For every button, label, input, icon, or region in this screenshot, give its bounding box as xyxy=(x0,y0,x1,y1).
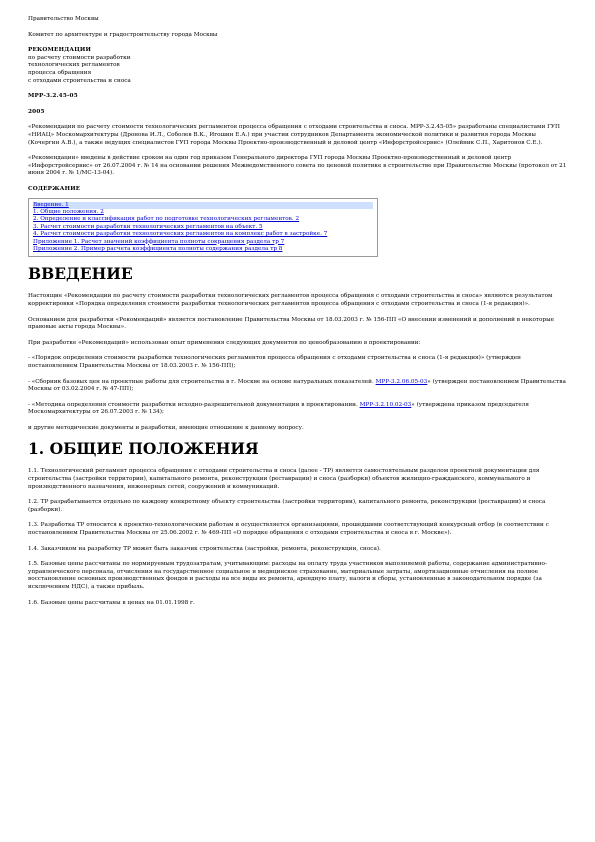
introduction-paragraph: Настоящие «Рекомендации по расчету стоимости разработки технологических регламентов процесса обращения с отходами строительства и сноса» являются результатом корректировки «Порядка определения стоимости разработки технологических регламентов процесса обращения с отходами строительства и сноса (1-я редакция)». xyxy=(28,293,553,307)
document-page xyxy=(28,16,568,615)
title-line-4: с отходами строительства и сноса xyxy=(28,77,131,84)
document-year: 2005 xyxy=(28,108,45,115)
recommendations-label: РЕКОМЕНДАЦИИ xyxy=(28,47,92,54)
provision-item: 1.2. ТР разрабатывается отдельно по каждому конкретному объекту строительства (застройки территории), капитального ремонта, реконструкции (реставрации) и сноса (разборки). xyxy=(28,499,546,513)
title-line-1: по расчету стоимости разработки xyxy=(28,54,131,61)
toc-link-general[interactable]: 1. Общие положения. 2 xyxy=(33,208,104,215)
document-link-mrr-3-2-10-02-03[interactable]: МРР-3.2.10.02-03 xyxy=(359,401,412,408)
table-of-contents xyxy=(28,198,378,258)
intro-paragraph: «Рекомендации» введены в действие сроком на один год приказом Генерального директора ГУП города Москвы Проектно-производственный и деловой центр «Инфорстройсервис» от 26.07.2004 г. № 14 на основании решения Межведомственного совета по ценовой политике в строительстве при Правительстве Москвы (протокол от 21 июня 2004 г. № 1/МС-13-04). xyxy=(28,155,567,177)
toc-title: СОДЕРЖАНИЕ xyxy=(28,185,81,192)
title-line-3: процесса обращения xyxy=(28,69,92,76)
toc-link-object-cost[interactable]: 3. Расчет стоимости разработки технологических регламентов на объект. 5 xyxy=(33,223,263,230)
government-name: Правительство Москвы xyxy=(28,16,99,22)
document-title-block xyxy=(28,47,568,85)
document-link-mrr-3-2-06-05-03[interactable]: МРР-3.2.06.05-03 xyxy=(375,378,428,385)
provision-item: 1.1. Технологический регламент процесса обращения с отходами строительства и сноса (далее - ТР) является самостоятельным разделом проектной документации для строительства (застройки территории), капитального ремонта, реконструкции (реставрации) и сноса (разборки) объектов жилищно-гражданского, коммунального и производственного назначения, инженерных сетей, сооружений и коммуникаций. xyxy=(28,468,540,490)
introduction-bullet xyxy=(28,379,568,394)
provision-item: 1.5. Базовые цены рассчитаны по нормируемым трудозатратам, учитывающим: расходы на оплату труда участников выполняемой работы, содержание административно-управленческого персонала, отчисления на государственное социальное и медицинское страхование, материальные затраты, амортизационные отчисления на полное восстановление основных производственных фондов и расходы на все виды их ремонта, арендную плату, налоги и сборы, установленные в законодательном порядке (за исключением НДС), а также прибыль. xyxy=(28,561,547,590)
bullet-text: - «Сборник базовых цен на проектные работы для строительства в г. Москве на основе натуральных показателей. xyxy=(28,378,374,385)
committee-name: Комитет по архитектуре и градостроительству города Москвы xyxy=(28,31,218,38)
title-line-2: технологических регламентов xyxy=(28,62,120,69)
bullet-tail: » (утверждена приказом председателя Москомархитектуры от 26.07.2003 г. № 134); xyxy=(28,401,529,416)
toc-link-appendix-1[interactable]: Приложение 1. Расчет значений коэффициента полноты сокращения раздела тр 7 xyxy=(33,238,285,245)
introduction-paragraph: При разработке «Рекомендаций» использован опыт применения следующих документов по ценообразованию в проектировании: xyxy=(28,339,421,346)
toc-link-introduction[interactable]: Введение. 1 xyxy=(33,202,373,209)
bullet-text: - «Методика определения стоимости разработки исходно-разрешительной документации в проектировании. xyxy=(28,401,358,408)
provision-item: 1.3. Разработка ТР относится к проектно-технологическим работам и осуществляется организациями, прошедшими соответствующий конкурсный отбор (в соответствии с постановлением Правительства Москвы от 25.06.2002 г. № 469-ПП «О порядке обращения с отходами строительства и сноса в г. Москве»). xyxy=(28,522,549,537)
intro-paragraph: «Рекомендации по расчету стоимости технологических регламентов процесса обращения с отходами строительства и сноса. МРР-3.2.45-05» разработаны специалистами ГУП «НИАЦ» Москомархитектуры (Дронова И.Л., Соболев В.К., Игошин Е.А.) при участии сотрудников Департамента экономической политики и развития города Москвы (Кочергин А.В.), а также ведущих специалистов ГУП города Москвы Проектно-производственный и деловой центр «Инфорстройсервис» (Олейник С.П., Харитонов С.Е.). xyxy=(28,124,560,146)
introduction-paragraph: и другие методические документы и разработки, имеющие отношение к данному вопросу. xyxy=(28,424,304,431)
provision-item: 1.6. Базовые цены рассчитаны в ценах на 01.01.1998 г. xyxy=(28,599,195,606)
document-code: МРР-3.2.45-05 xyxy=(28,93,78,100)
introduction-bullet: - «Порядок определения стоимости разработки технологических регламентов процесса обращения с отходами строительства и сноса (1-я редакция)» (утвержден постановлением Правительства Москвы от 18.03.2003 г. № 156-ПП); xyxy=(28,355,521,369)
introduction-heading: ВВЕДЕНИЕ xyxy=(28,264,133,284)
bullet-tail: » (утвержден постановлением Правительства Москвы от 03.02.2004 г. № 47-ПП); xyxy=(28,378,566,393)
general-provisions-heading: 1. ОБЩИЕ ПОЛОЖЕНИЯ xyxy=(28,439,259,459)
provision-item: 1.4. Заказчиком на разработку ТР может быть заказчик строительства (застройки, ремонта, реконструкции, сноса). xyxy=(28,545,381,552)
toc-link-appendix-2[interactable]: Приложение 2. Пример расчета коэффициента полноты содержания раздела тр 8 xyxy=(33,245,283,252)
introduction-bullet xyxy=(28,402,568,417)
introduction-paragraph: Основанием для разработки «Рекомендаций» является постановление Правительства Москвы от 18.03.2003 г. № 156-ПП «О внесении изменений и дополнений в некоторые правовые акты города Москвы». xyxy=(28,316,554,331)
toc-link-classification[interactable]: 2. Определение и классификация работ по подготовке технологических регламентов. 2 xyxy=(33,216,300,223)
toc-link-complex-cost[interactable]: 4. Расчет стоимости разработки технологических регламентов на комплекс работ в застройке. 7 xyxy=(33,231,328,238)
